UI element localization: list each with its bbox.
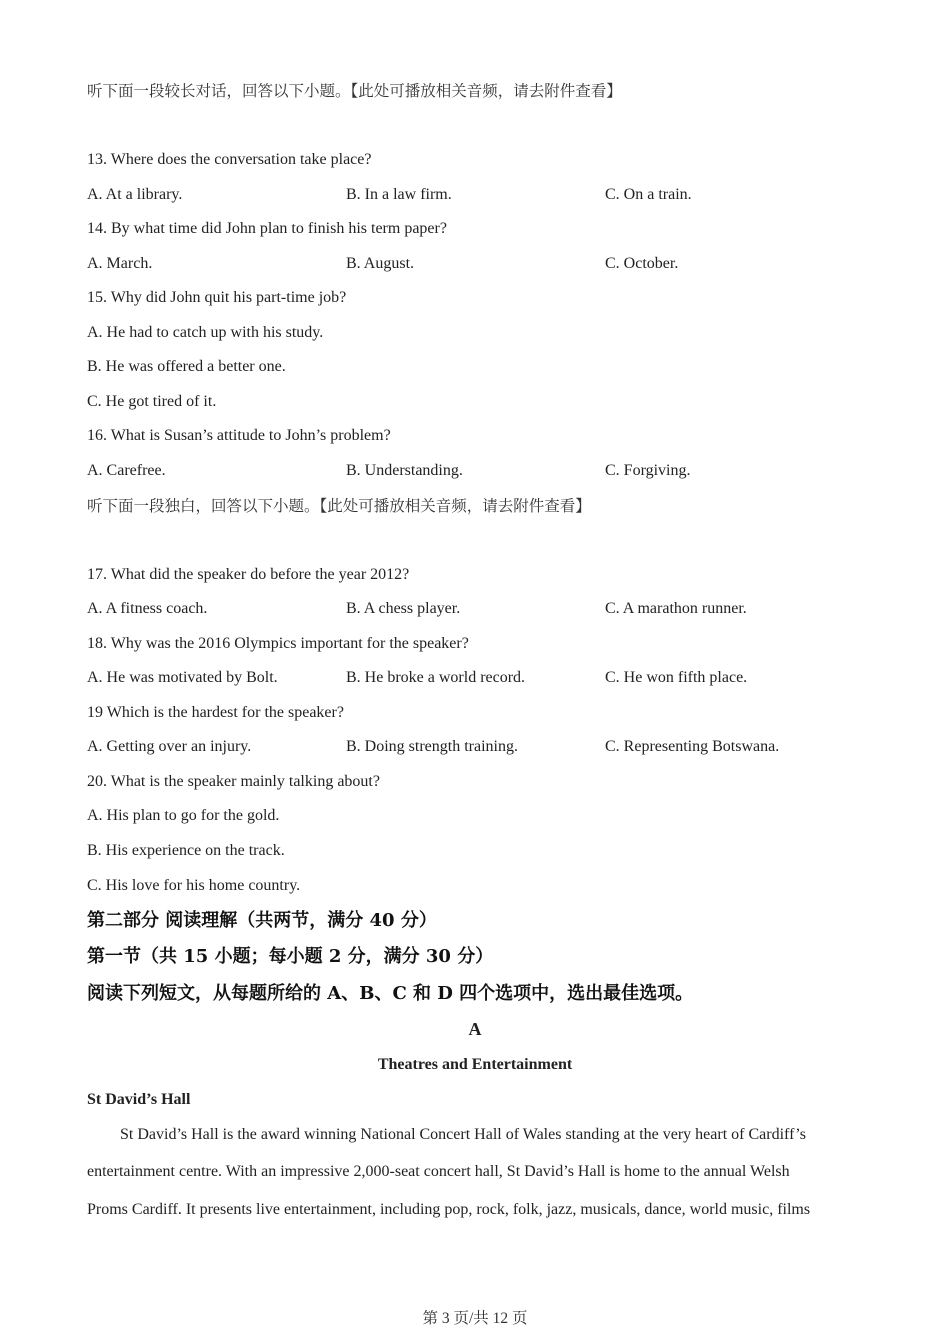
listening-intro-monologue: 听下面一段独白，回答以下小题。【此处可播放相关音频，请去附件查看】 [87, 497, 591, 515]
q16-option-b: B. Understanding. [346, 462, 463, 479]
passage-letter: A [468, 1019, 482, 1039]
q13-stem: 13. Where does the conversation take place? [87, 151, 372, 168]
q14-stem: 14. By what time did John plan to finish his term paper? [87, 220, 447, 237]
q14-option-b: B. August. [346, 255, 415, 272]
q15-option-b: B. He was offered a better one. [87, 358, 286, 375]
q15-option-c: C. He got tired of it. [87, 393, 217, 410]
listening-intro-long: 听下面一段较长对话，回答以下小题。【此处可播放相关音频，请去附件查看】 [87, 82, 622, 100]
q16-option-a: A. Carefree. [87, 462, 166, 479]
q19-option-a: A. Getting over an injury. [87, 738, 252, 755]
q13-option-a: A. At a library. [87, 186, 183, 203]
q20-option-a: A. His plan to go for the gold. [87, 807, 280, 824]
passage-paragraph-line-2: entertainment centre. With an impressive 2,000-seat concert hall, St David’s Hall is home to the annual Welsh [87, 1163, 790, 1180]
q20-stem: 20. What is the speaker mainly talking about? [87, 773, 380, 790]
q17-stem: 17. What did the speaker do before the year 2012? [87, 566, 410, 583]
q14-option-a: A. March. [87, 255, 153, 272]
q15-stem: 15. Why did John quit his part-time job? [87, 289, 347, 306]
passage-paragraph-line-1: St David’s Hall is the award winning National Concert Hall of Wales standing at the very heart of Cardiff’s [120, 1126, 806, 1143]
page-number-footer: 第 3 页/共 12 页 [422, 1310, 528, 1327]
q17-option-b: B. A chess player. [346, 600, 461, 617]
reading-instruction: 阅读下列短文，从每题所给的 A、B、C 和 D 四个选项中，选出最佳选项。 [87, 983, 694, 1004]
q20-option-b: B. His experience on the track. [87, 842, 285, 859]
q20-option-c: C. His love for his home country. [87, 877, 301, 894]
passage-subheading: St David’s Hall [87, 1091, 191, 1108]
q13-option-c: C. On a train. [605, 186, 692, 203]
q18-option-b: B. He broke a world record. [346, 669, 526, 686]
q18-option-c: C. He won fifth place. [605, 669, 748, 686]
reading-part-title: 第二部分 阅读理解（共两节，满分 40 分） [87, 910, 437, 931]
q19-option-c: C. Representing Botswana. [605, 738, 780, 755]
q19-stem: 19 Which is the hardest for the speaker? [87, 704, 344, 721]
q19-option-b: B. Doing strength training. [346, 738, 518, 755]
q15-option-a: A. He had to catch up with his study. [87, 324, 324, 341]
q17-option-c: C. A marathon runner. [605, 600, 747, 617]
q18-option-a: A. He was motivated by Bolt. [87, 669, 278, 686]
q16-stem: 16. What is Susan’s attitude to John’s problem? [87, 427, 391, 444]
passage-paragraph-line-3: Proms Cardiff. It presents live entertainment, including pop, rock, folk, jazz, musicals, dance, world music, films [87, 1201, 811, 1218]
q16-option-c: C. Forgiving. [605, 462, 691, 479]
passage-title: Theatres and Entertainment [377, 1056, 573, 1073]
q18-stem: 18. Why was the 2016 Olympics important for the speaker? [87, 635, 469, 652]
q17-option-a: A. A fitness coach. [87, 600, 208, 617]
reading-section-title: 第一节（共 15 小题；每小题 2 分，满分 30 分） [87, 946, 494, 967]
q13-option-b: B. In a law firm. [346, 186, 452, 203]
q14-option-c: C. October. [605, 255, 679, 272]
